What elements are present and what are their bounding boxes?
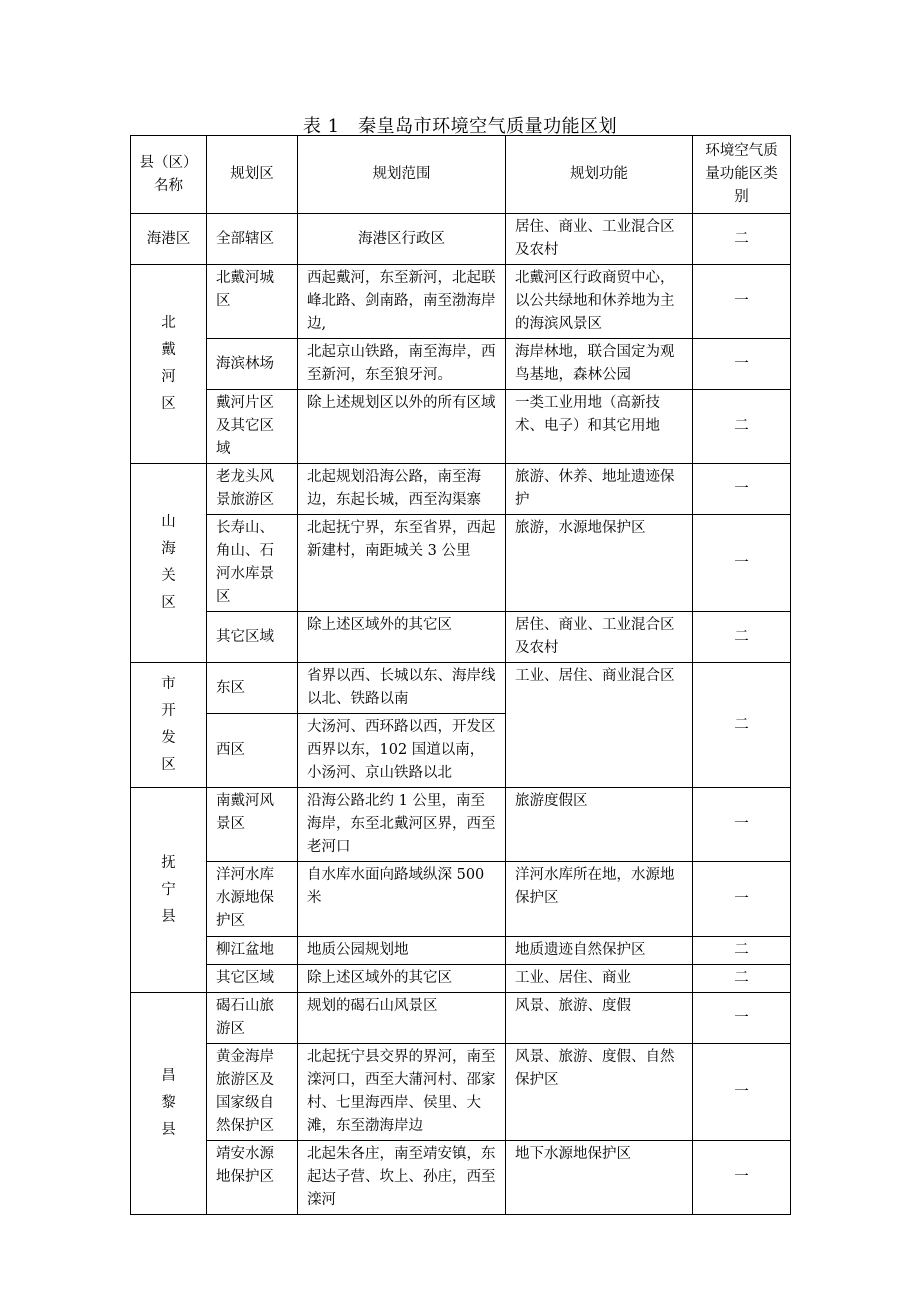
table-row [131,965,791,993]
scope-cell: 北起朱各庄，南至靖安镇，东起达子营、坎上、孙庄，西至滦河 [298,1141,506,1215]
scope-cell: 除上述区域外的其它区 [298,965,506,993]
scope-cell: 地质公园规划地 [298,937,506,965]
category-cell: 一 [693,464,791,515]
zone-cell: 西区 [207,714,298,788]
header-function: 规划功能 [506,136,693,214]
table-row [131,862,791,937]
zone-cell: 靖安水源地保护区 [207,1141,298,1215]
table-row [131,339,791,390]
table-row [131,390,791,464]
county-name-vertical: 抚宁县 [161,854,176,925]
zone-cell: 东区 [207,663,298,714]
function-cell: 北戴河区行政商贸中心，以公共绿地和休养地为主的海滨风景区 [506,265,693,339]
function-cell: 地下水源地保护区 [506,1141,693,1215]
header-county: 县（区）名称 [131,136,207,214]
scope-cell: 除上述规划区以外的所有区域 [298,390,506,464]
county-cell [131,788,207,993]
table-row [131,993,791,1044]
scope-cell: 海港区行政区 [298,214,506,265]
zone-cell: 南戴河风景区 [207,788,298,862]
zone-cell: 全部辖区 [207,214,298,265]
scope-cell: 大汤河、西环路以西，开发区西界以东，102 国道以南，小汤河、京山铁路以北 [298,714,506,788]
function-cell: 居住、商业、工业混合区及农村 [506,214,693,265]
function-cell: 旅游、休养、地址遗迹保护 [506,464,693,515]
category-cell: 一 [693,1044,791,1141]
county-name-vertical: 市开发区 [161,676,176,773]
function-cell: 旅游，水源地保护区 [506,515,693,612]
zone-cell: 洋河水库水源地保护区 [207,862,298,937]
zone-cell: 老龙头风景旅游区 [207,464,298,515]
county-cell [131,663,207,788]
function-cell: 工业、居住、商业混合区 [506,663,693,788]
table-row [131,663,791,714]
zone-cell: 其它区域 [207,965,298,993]
table-row [131,515,791,612]
table-row [131,265,791,339]
table-row [131,612,791,663]
function-cell: 一类工业用地（高新技术、电子）和其它用地 [506,390,693,464]
category-cell: 二 [693,965,791,993]
function-cell: 风景、旅游、度假 [506,993,693,1044]
table-row [131,1044,791,1141]
category-cell: 二 [693,390,791,464]
table-row [131,1141,791,1215]
table-caption: 表 1 秦皇岛市环境空气质量功能区划 [302,116,618,137]
function-cell: 海岸林地，联合国定为观鸟基地，森林公园 [506,339,693,390]
scope-cell: 北起抚宁界，东至省界，西起新建村，南距城关 3 公里 [298,515,506,612]
category-cell: 二 [693,937,791,965]
scope-cell: 除上述区域外的其它区 [298,612,506,663]
function-cell: 地质遗迹自然保护区 [506,937,693,965]
scope-cell: 北起京山铁路，南至海岸，西至新河，东至狼牙河。 [298,339,506,390]
zone-cell: 戴河片区及其它区域 [207,390,298,464]
category-cell: 一 [693,1141,791,1215]
county-name-vertical: 北戴河区 [161,315,176,412]
function-cell: 居住、商业、工业混合区及农村 [506,612,693,663]
function-cell: 风景、旅游、度假、自然保护区 [506,1044,693,1141]
zone-cell: 海滨林场 [207,339,298,390]
county-cell [131,265,207,464]
zone-cell: 其它区域 [207,612,298,663]
scope-cell: 规划的碣石山风景区 [298,993,506,1044]
category-cell: 二 [693,214,791,265]
scope-cell: 省界以西、长城以东、海岸线以北、铁路以南 [298,663,506,714]
scope-cell: 北起规划沿海公路，南至海边，东起长城，西至沟渠寨 [298,464,506,515]
table-row [131,788,791,862]
function-cell: 工业、居住、商业 [506,965,693,993]
header-row [131,136,791,214]
zone-cell: 柳江盆地 [207,937,298,965]
function-cell: 旅游度假区 [506,788,693,862]
scope-cell: 自水库水面向路域纵深 500 米 [298,862,506,937]
category-cell: 一 [693,265,791,339]
category-cell: 二 [693,663,791,788]
zone-cell: 黄金海岸旅游区及国家级自然保护区 [207,1044,298,1141]
county-cell [131,993,207,1215]
header-scope: 规划范围 [298,136,506,214]
zone-cell: 北戴河城区 [207,265,298,339]
category-cell: 一 [693,515,791,612]
table-row [131,214,791,265]
table-row [131,464,791,515]
scope-cell: 沿海公路北约 1 公里，南至海岸，东至北戴河区界，西至老河口 [298,788,506,862]
county-name-vertical: 昌黎县 [161,1068,176,1138]
table-row [131,937,791,965]
county-name-vertical: 山海关区 [161,514,176,611]
category-cell: 二 [693,612,791,663]
header-category: 环境空气质量功能区类别 [693,136,791,214]
zone-cell: 长寿山、角山、石河水库景区 [207,515,298,612]
zone-cell: 碣石山旅游区 [207,993,298,1044]
scope-cell: 西起戴河，东至新河，北起联峰北路、剑南路，南至渤海岸边, [298,265,506,339]
county-cell [131,464,207,663]
category-cell: 一 [693,993,791,1044]
county-cell: 海港区 [131,214,207,265]
category-cell: 一 [693,862,791,937]
category-cell: 一 [693,788,791,862]
air-quality-zoning-table [130,135,791,1215]
scope-cell: 北起抚宁县交界的界河，南至滦河口，西至大蒲河村、邵家村、七里海西岸、侯里、大滩，东至渤海岸边 [298,1044,506,1141]
category-cell: 一 [693,339,791,390]
function-cell: 洋河水库所在地，水源地保护区 [506,862,693,937]
header-zone: 规划区 [207,136,298,214]
